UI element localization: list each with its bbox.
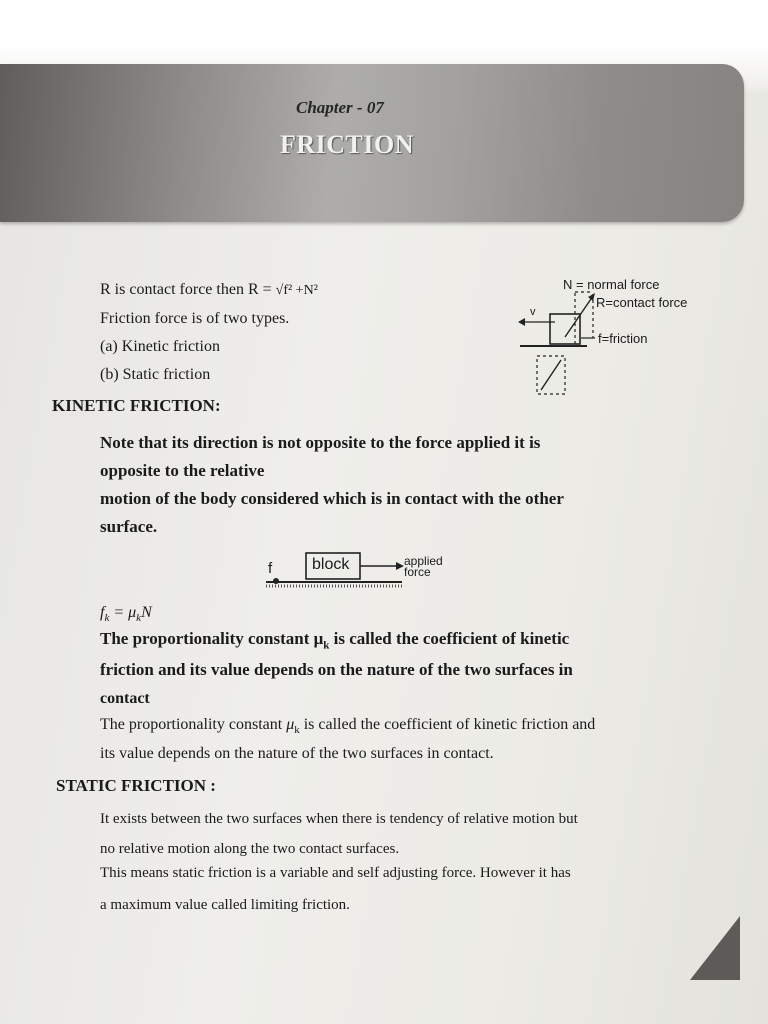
formula-equals-mu: = μ bbox=[109, 604, 137, 621]
plain-mu: μ bbox=[286, 716, 295, 733]
block-label: block bbox=[312, 556, 350, 573]
proportionality-bold-line-1 bbox=[100, 629, 569, 651]
page-corner-shadow bbox=[690, 916, 740, 980]
static-line-1: It exists between the two surfaces when there is tendency of relative motion but bbox=[100, 811, 578, 827]
friction-f-label: f bbox=[268, 560, 273, 577]
plain-text-1-rest: is called the coefficient of kinetic friction and bbox=[299, 716, 596, 733]
kinetic-type-item: (a) Kinetic friction bbox=[100, 338, 220, 355]
formula-sub-k2: k bbox=[136, 612, 142, 625]
applied-force-arrowhead bbox=[396, 562, 404, 570]
kinetic-note-line-4: surface. bbox=[100, 517, 158, 536]
static-line-3: This means static friction is a variable and self adjusting force. However it has bbox=[100, 865, 571, 881]
block-rect bbox=[306, 553, 360, 579]
proportionality-bold-line-2: friction and its value depends on the nature of the two surfaces in bbox=[100, 660, 573, 679]
velocity-arrowhead bbox=[518, 318, 525, 326]
proportionality-bold-line-3: contact bbox=[100, 690, 150, 707]
bold-sub-k: k bbox=[323, 639, 330, 652]
kinetic-formula bbox=[100, 604, 152, 624]
contact-force-arrowhead bbox=[588, 293, 595, 301]
kinetic-note-line-3: motion of the body considered which is in contact with the other bbox=[100, 489, 564, 508]
static-friction-heading: STATIC FRICTION : bbox=[56, 776, 216, 795]
contact-force-line bbox=[565, 296, 593, 337]
bold-text-1-rest: is called the coefficient of kinetic bbox=[329, 629, 570, 648]
proportionality-plain-line-1 bbox=[100, 716, 595, 736]
proportionality-plain-line-2: its value depends on the nature of the two surfaces in contact. bbox=[100, 745, 494, 762]
contact-force-text: R is contact force then R = bbox=[100, 281, 276, 298]
lower-diagonal bbox=[541, 360, 561, 390]
chapter-number: Chapter - 07 bbox=[296, 98, 384, 117]
contact-force-label: R=contact force bbox=[596, 295, 688, 310]
static-type-item: (b) Static friction bbox=[100, 366, 211, 383]
friction-point bbox=[273, 578, 279, 584]
kinetic-friction-heading: KINETIC FRICTION: bbox=[52, 396, 221, 415]
formula-f: f bbox=[100, 604, 105, 621]
contact-force-formula: √f² +N² bbox=[275, 283, 318, 298]
plain-text-1: The proportionality constant bbox=[100, 716, 287, 733]
kinetic-note-line-1: Note that its direction is not opposite to the force applied it is bbox=[100, 433, 541, 452]
kinetic-note-line-2: opposite to the relative bbox=[100, 461, 265, 480]
plain-sub-k: k bbox=[294, 724, 300, 737]
formula-n: N bbox=[141, 604, 152, 621]
block-diagram bbox=[262, 548, 412, 592]
formula-sub-k: k bbox=[104, 612, 110, 625]
static-line-2: no relative motion along the two contact surfaces. bbox=[100, 841, 400, 857]
static-line-4: a maximum value called limiting friction. bbox=[100, 897, 350, 913]
applied-text: applied bbox=[404, 554, 443, 568]
friction-label: f=friction bbox=[598, 331, 648, 346]
force-diagram bbox=[515, 282, 625, 402]
velocity-label: v bbox=[530, 306, 536, 318]
chapter-title: FRICTION bbox=[280, 130, 415, 159]
friction-types-text: Friction force is of two types. bbox=[100, 310, 290, 327]
normal-force-label: N = normal force bbox=[563, 277, 660, 292]
bold-text-1: The proportionality constant μ bbox=[100, 629, 324, 648]
contact-force-line bbox=[100, 281, 318, 299]
force-text: force bbox=[404, 565, 431, 579]
